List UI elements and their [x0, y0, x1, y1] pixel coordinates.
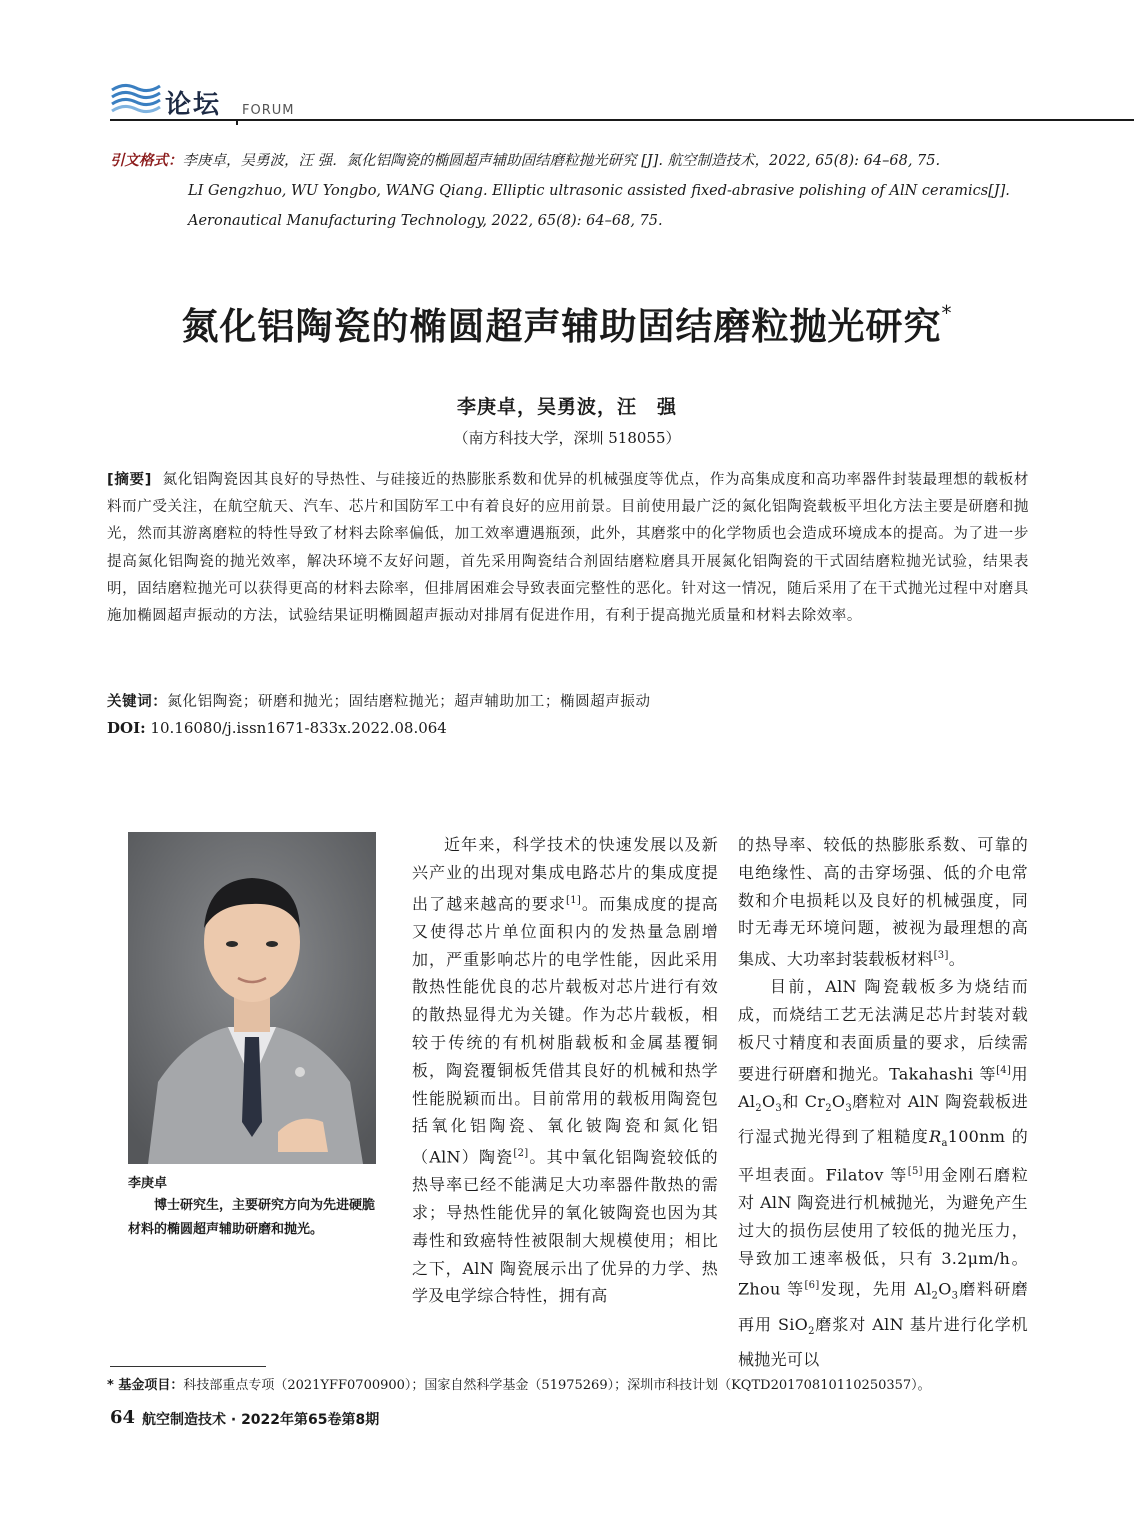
- header-rule: [110, 119, 1134, 121]
- citation-ref: [2]: [513, 1148, 529, 1160]
- citation-ref: [4]: [996, 1064, 1012, 1076]
- footnote-text: 科技部重点专项（2021YFF0700900）；国家自然科学基金（51975269）；深圳市科技计划（KQTD20170810110250357）。: [183, 1378, 931, 1393]
- author-bio-desc: 博士研究生，主要研究方向为先进硬脆材料的椭圆超声辅助研磨和抛光。: [128, 1198, 376, 1237]
- citation-label: 引文格式：: [110, 152, 183, 169]
- doi: [107, 719, 447, 737]
- paper-title: 氮化铝陶瓷的椭圆超声辅助固结磨粒抛光研究*: [181, 300, 953, 348]
- citation-ref: [6]: [804, 1280, 820, 1292]
- citation-ref: [1]: [566, 894, 582, 906]
- keywords: [107, 690, 1029, 711]
- body-paragraph: 的热导率、较低的热膨胀系数、可靠的电绝缘性、高的击穿场强、低的介电常数和介电损耗以及良好的机械强度，同时无毒无环境问题，被视为最理想的高集成、大功率封装载板材料[3]。: [738, 835, 1028, 969]
- doi-label: DOI:: [107, 719, 146, 737]
- page-number: 64: [110, 1407, 136, 1428]
- body-column-2: [738, 831, 1028, 1373]
- doi-text: 10.16080/j.issn1671-833x.2022.08.064: [150, 719, 447, 737]
- citation-en-line1: LI Gengzhuo, WU Yongbo, WANG Qiang. Elliptic ultrasonic assisted fixed-abrasive polishing of AlN ceramics[J].: [188, 183, 1010, 199]
- forum-logo-waves: [110, 80, 162, 116]
- citation-ref: [5]: [907, 1165, 923, 1177]
- abstract-text: 氮化铝陶瓷因其良好的导热性、与硅接近的热膨胀系数和优异的机械强度等优点，作为高集成度和高功率器件封装最理想的载板材料而广受关注，在航空航天、汽车、芯片和国防军工中有着良好的应用前景。目前使用最广泛的氮化铝陶瓷载板平坦化方法主要是研磨和抛光，然而其游离磨粒的特性导致了材料去除率偏低，加工效率遭遇瓶颈，此外，其磨浆中的化学物质也会造成环境成本的提高。为了进一步提高氮化铝陶瓷的抛光效率，解决环境不友好问题，首先采用陶瓷结合剂固结磨粒磨具开展氮化铝陶瓷的干式固结磨粒抛光试验，结果表明，固结磨粒抛光可以获得更高的材料去除率，但排屑困难会导致表面完整性的恶化。针对这一情况，随后采用了在干式抛光过程中对磨具施加椭圆超声振动的方法，试验结果证明椭圆超声振动对排屑有促进作用，有利于提高抛光质量和材料去除效率。: [107, 472, 1029, 625]
- keywords-text: 氮化铝陶瓷；研磨和抛光；固结磨粒抛光；超声辅助加工；椭圆超声振动: [167, 694, 651, 710]
- footnote-label: * 基金项目：: [107, 1378, 184, 1393]
- citation-ref: [3]: [933, 950, 949, 962]
- author-list: 李庚卓，吴勇波，汪 强: [456, 396, 677, 418]
- footnote-rule: [110, 1366, 266, 1367]
- funding-footnote: [107, 1374, 931, 1393]
- citation-block: [110, 146, 1050, 236]
- body-paragraph: 目前，AlN 陶瓷载板多为烧结而成，而烧结工艺无法满足芯片封装对载板尺寸精度和表面质量的要求，后续需要进行研磨和抛光。Takahashi 等[4]用 $Al_2O_3$和 $Cr_2O_3$磨粒对 AlN 陶瓷载板进行湿式抛光得到了粗糙度$R_a100nm$ 的平坦表面。Filatov 等[5]用金刚石磨粒对 AlN 陶瓷进行机械抛光，为避免产生过大的损伤层使用了较低的抛光压力，导致加工速率极低，只有 3.2μm/h。Zhou 等[6]发现，先用 $Al_2O_3$磨料研磨再用 SiO$_2$磨浆对 AlN 基片进行化学机械抛光可以: [738, 977, 1028, 1369]
- title-footnote-mark: *: [941, 300, 953, 325]
- affiliation: （南方科技大学，深圳 518055）: [453, 429, 681, 447]
- body-paragraph: 近年来，科学技术的快速发展以及新兴产业的出现对集成电路芯片的集成度提出了越来越高的要求[1]。而集成度的提高又使得芯片单位面积内的发热量急剧增加，严重影响芯片的电学性能，因此采用散热性能优良的芯片载板对芯片进行有效的散热显得尤为关键。作为芯片载板，相较于传统的有机树脂载板和金属基覆铜板，陶瓷覆铜板凭借其良好的机械和热学性能脱颖而出。目前常用的载板用陶瓷包括氧化铝陶瓷、氧化铍陶瓷和氮化铝（AlN）陶瓷[2]。其中氧化铝陶瓷较低的热导率已经不能满足大功率器件散热的需求；导热性能优异的氧化铍陶瓷也因为其毒性和致癌特性被限制大规模使用；相比之下，AlN 陶瓷展示出了优异的力学、热学及电学综合特性，拥有高: [412, 835, 718, 1306]
- abstract: [107, 467, 1029, 630]
- author-photo: [128, 832, 376, 1164]
- section-title-cn: 论坛: [165, 90, 222, 120]
- section-title-en: FORUM: [242, 103, 295, 118]
- citation-cn: 李庚卓，吴勇波，汪 强．氮化铝陶瓷的椭圆超声辅助固结磨粒抛光研究 [J]. 航空制造技术，2022, 65(8): 64–68, 75.: [182, 153, 941, 169]
- journal-issue-line: 航空制造技术 · 2022年第65卷第8期: [142, 1412, 380, 1428]
- citation-en-line2: Aeronautical Manufacturing Technology, 2022, 65(8): 64–68, 75.: [188, 213, 663, 229]
- body-column-1: [412, 831, 718, 1310]
- author-bio-name: 李庚卓: [128, 1176, 168, 1191]
- abstract-label: [摘要]: [107, 472, 152, 488]
- keywords-label: 关键词：: [107, 694, 168, 710]
- header-rule-tick: [236, 119, 238, 125]
